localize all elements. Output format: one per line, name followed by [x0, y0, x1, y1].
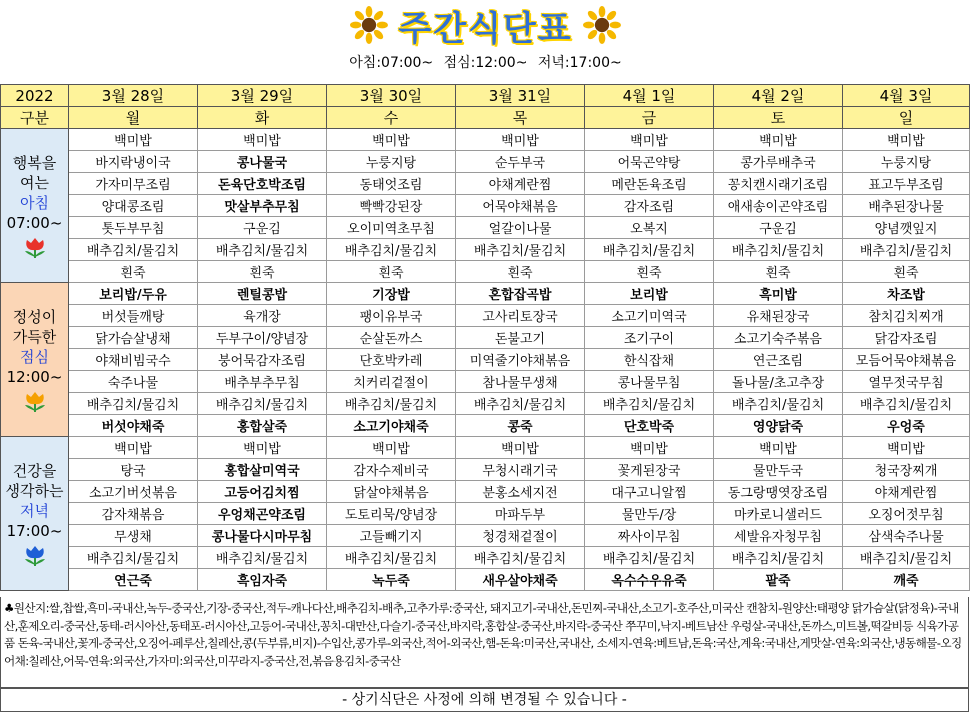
meal-label-cell: [1, 437, 69, 591]
menu-item: 참치김치찌개: [843, 305, 970, 327]
dinner-time: 저녁:17:00~: [537, 55, 622, 71]
meal-name: 점심: [20, 347, 49, 366]
menu-row: [1, 239, 970, 261]
menu-item: 치커리겉절이: [327, 371, 456, 393]
menu-row: [1, 349, 970, 371]
menu-item: 바지락냉이국: [69, 151, 198, 173]
sunflower-icon: [583, 6, 621, 44]
menu-item: 얼갈이나물: [456, 217, 585, 239]
menu-item: 삼색숙주나물: [843, 525, 970, 547]
menu-item: 분홍소세지전: [456, 481, 585, 503]
red-tulip-icon: [22, 237, 48, 259]
title-row: [0, 4, 971, 49]
menu-item: 배추김치/물김치: [198, 393, 327, 415]
menu-item: 백미밥: [585, 129, 714, 151]
menu-item: 돈불고기: [456, 327, 585, 349]
menu-item: 감자수제비국: [327, 459, 456, 481]
menu-item: 숙주나물: [69, 371, 198, 393]
weekday-cell: 토: [714, 107, 843, 129]
menu-item: 배추김치/물김치: [327, 239, 456, 261]
menu-item: 표고두부조림: [843, 173, 970, 195]
menu-item: 구운김: [198, 217, 327, 239]
menu-item: 배추김치/물김치: [714, 239, 843, 261]
menu-item: 우엉채곤약조림: [198, 503, 327, 525]
weekday-cell: 화: [198, 107, 327, 129]
menu-item: 백미밥: [456, 129, 585, 151]
breakfast-time: 아침:07:00~: [349, 55, 434, 71]
menu-item: 콩나물무침: [585, 371, 714, 393]
menu-item: 톳두부무침: [69, 217, 198, 239]
menu-item: 백미밥: [843, 437, 970, 459]
menu-item: 돈육단호박조림: [198, 173, 327, 195]
menu-item: 동그랑땡엿장조림: [714, 481, 843, 503]
menu-item: 새우살야채죽: [456, 569, 585, 591]
menu-item: 흰죽: [69, 261, 198, 283]
sunflower-icon: [350, 6, 388, 44]
meal-time: 17:00~: [6, 521, 63, 540]
menu-item: 감자조림: [585, 195, 714, 217]
weekday-cell: 목: [456, 107, 585, 129]
menu-row: [1, 217, 970, 239]
menu-row: [1, 371, 970, 393]
menu-item: 배추김치/물김치: [714, 393, 843, 415]
menu-item: 탕국: [69, 459, 198, 481]
weekday-cell: 월: [69, 107, 198, 129]
menu-item: 차조밥: [843, 283, 970, 305]
menu-item: 누룽지탕: [843, 151, 970, 173]
menu-item: 흰죽: [456, 261, 585, 283]
menu-item: 대구고니알찜: [585, 481, 714, 503]
menu-item: 한식잡채: [585, 349, 714, 371]
menu-row: [1, 195, 970, 217]
menu-item: 홍합살미역국: [198, 459, 327, 481]
menu-item: 메란돈육조림: [585, 173, 714, 195]
weekday-row: [1, 107, 970, 129]
meal-label-line: 생각하는: [5, 481, 64, 500]
menu-row: [1, 569, 970, 591]
menu-row: [1, 415, 970, 437]
menu-item: 열무젓국무침: [843, 371, 970, 393]
date-cell: 3월 30일: [327, 85, 456, 107]
lunch-time: 점심:12:00~: [443, 55, 528, 71]
menu-item: 동태엇조림: [327, 173, 456, 195]
menu-item: 고들빼기지: [327, 525, 456, 547]
menu-item: 백미밥: [714, 437, 843, 459]
menu-item: 배추김치/물김치: [327, 393, 456, 415]
menu-item: 오징어젓무침: [843, 503, 970, 525]
menu-item: 배추김치/물김치: [585, 547, 714, 569]
menu-item: 흑임자죽: [198, 569, 327, 591]
menu-item: 양념깻잎지: [843, 217, 970, 239]
menu-item: 배추김치/물김치: [327, 547, 456, 569]
page-title: 주간식단표: [398, 8, 573, 49]
menu-item: 물만두/장: [585, 503, 714, 525]
date-cell: 4월 3일: [843, 85, 970, 107]
menu-item: 꽃게된장국: [585, 459, 714, 481]
menu-item: 누룽지탕: [327, 151, 456, 173]
menu-item: 짜사이무침: [585, 525, 714, 547]
menu-item: 미역줄기야채볶음: [456, 349, 585, 371]
menu-item: 콩가루배추국: [714, 151, 843, 173]
menu-item: 팥죽: [714, 569, 843, 591]
menu-row: [1, 305, 970, 327]
menu-item: 흰죽: [585, 261, 714, 283]
menu-row: [1, 503, 970, 525]
menu-item: 도토리묵/양념장: [327, 503, 456, 525]
meal-times: [0, 52, 971, 72]
menu-item: 오이미역초무침: [327, 217, 456, 239]
menu-item: 깨죽: [843, 569, 970, 591]
division-cell: 구분: [1, 107, 69, 129]
menu-item: 백미밥: [843, 129, 970, 151]
menu-item: 백미밥: [198, 437, 327, 459]
menu-item: 흰죽: [327, 261, 456, 283]
menu-item: 배추된장나물: [843, 195, 970, 217]
menu-item: 단호박죽: [585, 415, 714, 437]
origin-text: ♣원산지:쌀,찹쌀,흑미-국내산,녹두-중국산,기장-중국산,적두-캐나다산,배추김치-배추,고추가루:중국산, 돼지고기-국내산,돈민찌-국내산,소고기-호주산,미국산 캔참치-원양산:태평양 닭가슴살(닭정육)-국내산,훈제오리-중국산,동태-러시아산,동태포-러시아산,고등어-국내산,꽁치-대만산,다슬기-중국산,바지락,홍합살-중국산,바지락-중국산 쭈꾸미,낙지-베트남산 우렁살-국내산,돈까스,미트볼,떡갈비등 식육가공품 돈육-국내산,꽃게-중국산,오징어-페루산,칠레산,콩(두부류,비지)-수입산,콩가루-외국산,적어-외국산,햄-돈육:미국산,국내산, 소세지-연육:베트남,돈육:국산,계육:국내산,게맛살-연육:외국산,냉동해물-오징어채:칠레산,어묵-연육:외국산,가자미:외국산,미꾸라지-중국산,전,볶음용김치-중국산: [4, 601, 962, 668]
menu-item: 흰죽: [843, 261, 970, 283]
weekday-cell: 일: [843, 107, 970, 129]
menu-item: 돌나물/초고추장: [714, 371, 843, 393]
menu-item: 소고기야채죽: [327, 415, 456, 437]
menu-row: [1, 393, 970, 415]
menu-item: 팽이유부국: [327, 305, 456, 327]
menu-item: 배추김치/물김치: [198, 239, 327, 261]
menu-item: 양대콩조림: [69, 195, 198, 217]
weekday-cell: 수: [327, 107, 456, 129]
menu-item: 애새송이곤약조림: [714, 195, 843, 217]
orange-tulip-icon: [22, 391, 48, 413]
menu-item: 맛살부추무침: [198, 195, 327, 217]
menu-item: 붕어묵감자조림: [198, 349, 327, 371]
menu-row: [1, 481, 970, 503]
menu-table: [0, 84, 970, 591]
menu-item: 백미밥: [327, 129, 456, 151]
menu-row: [1, 283, 970, 305]
menu-item: 무생채: [69, 525, 198, 547]
meal-label-line: 여는: [20, 173, 49, 192]
menu-item: 닭감자조림: [843, 327, 970, 349]
menu-item: 조기구이: [585, 327, 714, 349]
menu-item: 배추부추무침: [198, 371, 327, 393]
menu-item: 녹두죽: [327, 569, 456, 591]
menu-item: 연근죽: [69, 569, 198, 591]
menu-item: 순두부국: [456, 151, 585, 173]
menu-item: 연근조림: [714, 349, 843, 371]
weekday-cell: 금: [585, 107, 714, 129]
menu-row: [1, 129, 970, 151]
menu-item: 야채계란찜: [456, 173, 585, 195]
meal-label-cell: [1, 283, 69, 437]
meal-label-line: 정성이: [12, 307, 57, 326]
menu-item: 참나물무생채: [456, 371, 585, 393]
header: [0, 0, 971, 84]
menu-row: [1, 261, 970, 283]
menu-item: 마카로니샐러드: [714, 503, 843, 525]
menu-item: 흑미밥: [714, 283, 843, 305]
meal-label-line: 가득한: [12, 327, 57, 346]
menu-item: 어묵곤약탕: [585, 151, 714, 173]
meal-time: 07:00~: [6, 213, 63, 232]
menu-item: 마파두부: [456, 503, 585, 525]
meal-name: 저녁: [20, 501, 49, 520]
menu-item: 물만두국: [714, 459, 843, 481]
menu-item: 육개장: [198, 305, 327, 327]
menu-item: 순살돈까스: [327, 327, 456, 349]
menu-item: 구운김: [714, 217, 843, 239]
menu-item: 버섯들깨탕: [69, 305, 198, 327]
date-cell: 3월 28일: [69, 85, 198, 107]
date-cell: 4월 2일: [714, 85, 843, 107]
menu-item: 보리밥/두유: [69, 283, 198, 305]
menu-row: [1, 525, 970, 547]
meal-name: 아침: [20, 193, 49, 212]
menu-item: 홍합살죽: [198, 415, 327, 437]
menu-item: 소고기미역국: [585, 305, 714, 327]
menu-item: 백미밥: [327, 437, 456, 459]
meal-label-cell: [1, 129, 69, 283]
menu-item: 배추김치/물김치: [69, 547, 198, 569]
date-cell: 3월 29일: [198, 85, 327, 107]
menu-item: 백미밥: [69, 437, 198, 459]
year-cell: 2022: [1, 85, 69, 107]
menu-item: 배추김치/물김치: [585, 239, 714, 261]
menu-item: 콩나물다시마무침: [198, 525, 327, 547]
menu-item: 고등어김치찜: [198, 481, 327, 503]
menu-item: 배추김치/물김치: [456, 393, 585, 415]
menu-item: 기장밥: [327, 283, 456, 305]
menu-item: 두부구이/양념장: [198, 327, 327, 349]
menu-item: 청경채겉절이: [456, 525, 585, 547]
menu-item: 배추김치/물김치: [69, 239, 198, 261]
menu-item: 배추김치/물김치: [456, 239, 585, 261]
date-cell: 3월 31일: [456, 85, 585, 107]
menu-item: 가자미무조림: [69, 173, 198, 195]
menu-item: 감자채볶음: [69, 503, 198, 525]
menu-item: 배추김치/물김치: [69, 393, 198, 415]
menu-item: 어묵야채볶음: [456, 195, 585, 217]
menu-item: 우엉죽: [843, 415, 970, 437]
menu-item: 배추김치/물김치: [198, 547, 327, 569]
menu-item: 백미밥: [456, 437, 585, 459]
menu-item: 보리밥: [585, 283, 714, 305]
menu-item: 소고기버섯볶음: [69, 481, 198, 503]
blue-tulip-icon: [22, 545, 48, 567]
menu-item: 무청시래기국: [456, 459, 585, 481]
date-cell: 4월 1일: [585, 85, 714, 107]
menu-row: [1, 437, 970, 459]
origin-box: [0, 597, 969, 688]
menu-item: 닭가슴살냉채: [69, 327, 198, 349]
menu-row: [1, 547, 970, 569]
menu-item: 고사리토장국: [456, 305, 585, 327]
menu-item: 청국장찌개: [843, 459, 970, 481]
menu-item: 배추김치/물김치: [843, 239, 970, 261]
menu-item: 콩나물국: [198, 151, 327, 173]
menu-item: 백미밥: [198, 129, 327, 151]
menu-item: 백미밥: [585, 437, 714, 459]
menu-item: 버섯야채죽: [69, 415, 198, 437]
menu-item: 혼합잡곡밥: [456, 283, 585, 305]
menu-item: 꽁치캔시래기조림: [714, 173, 843, 195]
menu-item: 배추김치/물김치: [843, 393, 970, 415]
menu-item: 백미밥: [69, 129, 198, 151]
menu-item: 소고기숙주볶음: [714, 327, 843, 349]
menu-item: 배추김치/물김치: [714, 547, 843, 569]
menu-item: 배추김치/물김치: [456, 547, 585, 569]
date-row: [1, 85, 970, 107]
menu-item: 흰죽: [198, 261, 327, 283]
menu-item: 배추김치/물김치: [585, 393, 714, 415]
menu-row: [1, 459, 970, 481]
menu-item: 단호박카레: [327, 349, 456, 371]
menu-row: [1, 151, 970, 173]
meal-label-line: 건강을: [12, 461, 57, 480]
menu-item: 모듬어묵야채볶음: [843, 349, 970, 371]
menu-row: [1, 173, 970, 195]
notice: - 상기식단은 사정에 의해 변경될 수 있습니다 -: [0, 688, 969, 712]
menu-item: 콩죽: [456, 415, 585, 437]
meal-label-line: 행복을: [12, 153, 57, 172]
menu-item: 야채비빔국수: [69, 349, 198, 371]
menu-item: 렌틸콩밥: [198, 283, 327, 305]
menu-item: 배추김치/물김치: [843, 547, 970, 569]
menu-row: [1, 327, 970, 349]
menu-item: 백미밥: [714, 129, 843, 151]
menu-item: 빡빡강된장: [327, 195, 456, 217]
menu-item: 영양닭죽: [714, 415, 843, 437]
menu-item: 세발유자청무침: [714, 525, 843, 547]
menu-item: 흰죽: [714, 261, 843, 283]
menu-item: 오복지: [585, 217, 714, 239]
meal-time: 12:00~: [6, 367, 63, 386]
menu-item: 옥수수우유죽: [585, 569, 714, 591]
menu-item: 야채계란찜: [843, 481, 970, 503]
menu-item: 유채된장국: [714, 305, 843, 327]
menu-item: 닭살야채볶음: [327, 481, 456, 503]
